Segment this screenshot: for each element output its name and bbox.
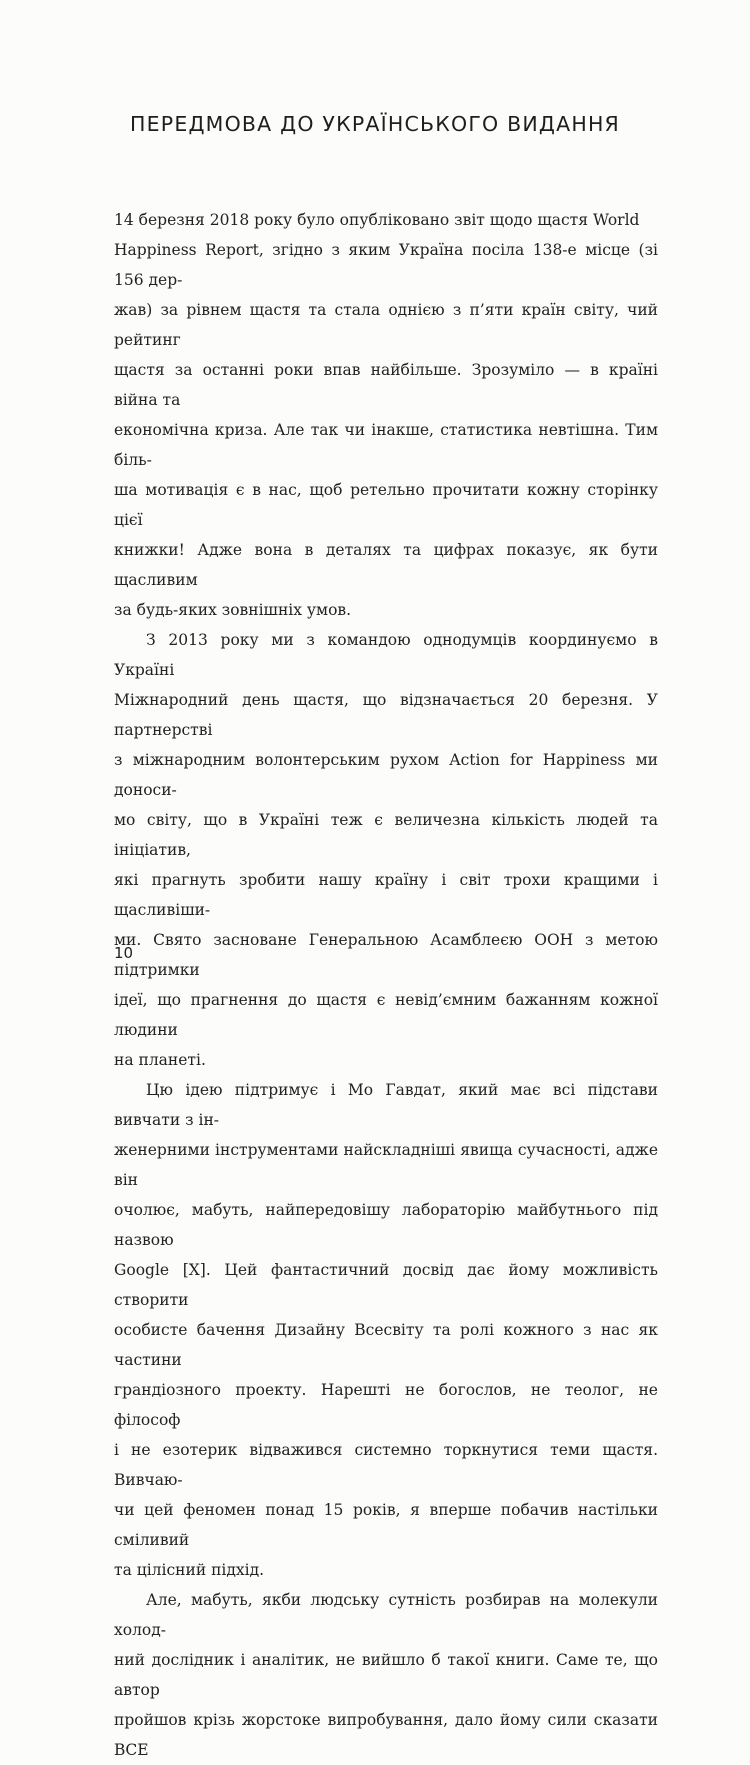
paragraph: Цю ідею підтримує і Мо Гавдат, який має всі підстави вивчати з ін- женерними інструментами найскладніші явища сучасності, адже він очолює, мабуть, найпередовішу лабораторію майбутнього під назвою Google [X]. Цей фантастичний досвід дає йому можливість створити особисте бачення Дизайну Всесвіту та ролі кожного з нас як частини грандіозного проекту. Нарешті не богослов, не теолог, не філософ і не езотерик відважився системно торкнутися теми щастя. Вивчаю- чи цей феномен понад 15 років, я вперше побачив настільки сміливий та цілісний підхід. <box>114 1081 658 1579</box>
paragraph: 14 березня 2018 року було опубліковано звіт щодо щастя World Happiness Report, згідно з яким Україна посіла 138-е місце (зі 156 дер- жав) за рівнем щастя та стала однією з п’яти країн світу, чий рейтинг щастя за останні роки впав найбільше. Зрозуміло — в країні війна та економічна криза. Але так чи інакше, статистика невтішна. Тим біль- ша мотивація є в нас, щоб ретельно прочитати кожну сторінку цієї книжки! Адже вона в деталях та цифрах показує, як бути щасливим за будь-яких зовнішніх умов. <box>114 211 658 619</box>
paragraph: З 2013 року ми з командою однодумців координуємо в Україні Міжнародний день щастя, що відзначається 20 березня. У партнерстві з міжнародним волонтерським рухом Action for Happiness ми доноси- мо світу, що в Україні теж є величезна кількість людей та ініціатив, які прагнуть зробити нашу країну і світ трохи кращими і щасливіши- ми. Свято засноване Генеральною Асамблеєю ООН з метою підтримки ідеї, що прагнення до щастя є невід’ємним бажанням кожної людини на планеті. <box>114 631 658 1069</box>
page-title: ПЕРЕДМОВА ДО УКРАЇНСЬКОГО ВИДАННЯ <box>129 112 621 136</box>
page-number: 10 <box>114 944 134 962</box>
body-text <box>114 205 658 1765</box>
paragraph: Але, мабуть, якби людську сутність розбирав на молекули холод- ний дослідник і аналітик, не вийшло б такої книги. Саме те, що автор пройшов крізь жорстоке випробування, дало йому сили сказати ВСЕ <box>114 1591 658 1759</box>
